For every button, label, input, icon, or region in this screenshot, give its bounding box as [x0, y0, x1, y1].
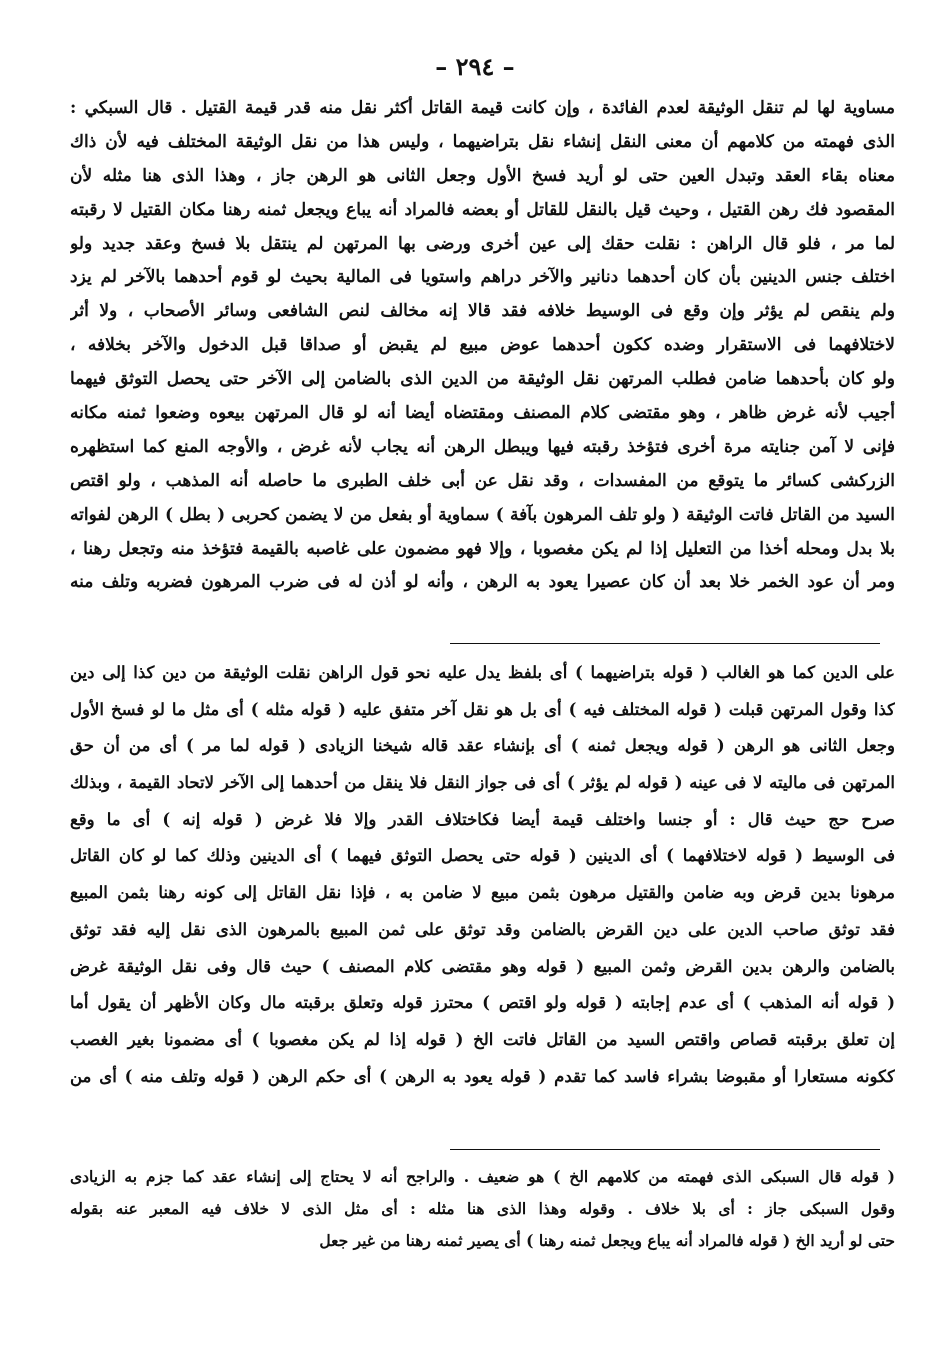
commentary-line: بالضامن والرهن بدين القرض وثمن المبيع ( قوله وهو مقتضى كلام المصنف ) حيث قال وفى نقل الوثيقة غرض	[70, 956, 895, 976]
main-text-line: بلا بدل ومحله أخذا من التعليل إذا لم يكن مغصوبا ، وإلا فهو مضمون على غاصبه بالقيمة فتؤخذ منه وتجعل رهنا ،	[70, 538, 895, 559]
main-text-line: لما مر ، فلو قال الراهن : نقلت حقك إلى عين أخرى ورضى بها المرتهن لم ينتقل بلا فسخ وعقد جديد ولو	[70, 233, 895, 254]
commentary-line: وجعل الثانى هو الرهن ( قوله ويجعل ثمنه ) أى بإنشاء عقد قاله شيخنا الزيادى ( قوله لما مر ) أى من أن حق	[70, 736, 895, 756]
main-text-line: ولو كان بأحدهما ضامن فطلب المرتهن نقل الوثيقة من الدين الذى بالضامن إلى الآخر حتى يحصل التوثق فيهما	[70, 369, 895, 390]
main-text-line: السيد من القاتل فاتت الوثيقة ( ولو تلف المرهون بآفة ) سماوية أو بفعل من لا يضمن كحربى ( بطل ) الرهن لفواته	[70, 504, 895, 525]
main-text-line: مساوية لها لم تنقل الوثيقة لعدم الفائدة ، وإن كانت قيمة القاتل أكثر نقل منه قدر قيمة القتيل . قال السبكي :	[70, 98, 895, 118]
commentary-line: مرهونا بدين قرض وبه ضامن والقتيل مرهون بثمن مبيع لا ضامن به ، فإذا نقل القاتل إلى كونه رهنا بثمن المبيع	[70, 883, 895, 903]
footnote-text	[70, 1161, 895, 1257]
commentary-line: ( قوله أنه المذهب ) أى عدم إجابته ( قوله ولو اقتص ) محترز قوله وتعلق برقبته مال وكان الأظهر أن يقول أما	[70, 993, 895, 1013]
commentary-line: كذا وقول المرتهن قبلت ( قوله المختلف فيه ) أى بل هو نقل آخر متفق عليه ( قوله مثله ) أى مثل ما لو فسخ الأول	[70, 699, 895, 719]
commentary-line: فقد توثق صاحب الدين على دين القرض بالضامن وقد توثق على ثمن المبيع بالمرهون الذى نقل إليه فقد توثق	[70, 919, 895, 939]
page-number: – ٢٩٤ –	[435, 52, 515, 81]
footnote-line: وقول السبكى جاز : أى بلا خلاف . وقوله وهذا الذى هنا مثله : أى مثل الذى لا خلاف فيه المعبر عنه بقوله	[70, 1199, 895, 1218]
footnote-line: ( قوله قال السبكى الذى فهمته من كلامهم الخ ) هو ضعيف . والراجح أنه لا يحتاج إلى إنشاء عقد كما جزم به الزيادى	[70, 1167, 895, 1186]
commentary-line: إن تعلق برقبته قصاص واقتص السيد من القاتل فاتت الخ ( قوله إذا لم يكن مغصوبا ) أى مضمونا بغير الغصب	[70, 1029, 895, 1049]
commentary-line: فى الوسيط ( قوله لاختلافهما ) أى الدينين ( قوله حتى يحصل التوثق فيهما ) أى الدينين وذلك كما لو كان القاتل	[70, 846, 895, 866]
section-divider	[450, 643, 880, 644]
main-text-line: الذى فهمته من كلامهم أن معنى النقل إنشاء نقل بتراضيهما ، وليس هذا من نقل الوثيقة المختلف فيه لأن ذاك	[70, 131, 895, 152]
commentary-text	[70, 655, 895, 1095]
main-text-line: المقصود فك رهن القتيل ، وحيث قيل بالنقل للقاتل أو بعضه فالمراد أنه يباع ويجعل ثمنه رهنا مكان القتيل لا رقبته	[70, 199, 895, 220]
footnote-divider	[450, 1149, 880, 1150]
footnote-line: حتى لو أريد الخ ( قوله فالمراد أنه يباع ويجعل ثمنه رهنا ) أى يصير ثمنه رهنا من غير جعل	[319, 1231, 895, 1250]
commentary-line: ككونه مستعارا أو مقبوضا بشراء فاسد كما تقدم ( قوله يعود به الرهن ) أى حكم الرهن ( قوله وتلف منه ) أى من	[70, 1066, 895, 1086]
main-text-line: لاختلافهما فى الاستقرار وضده ككون أحدهما عوض مبيع لم يقبض أو صداقا قبل الدخول والآخر بخلافه ،	[70, 335, 895, 356]
commentary-line: على الدين كما هو الغالب ( قوله بتراضيهما ) أى بلفظ يدل عليه نحو قول الراهن نقلت الوثيقة من دين كذا إلى دين	[70, 663, 895, 682]
main-text-line: ولم ينقص لم يؤثر وإن وقع فى الوسيط خلافه فقد قالا إنه مخالف لنص الشافعى وسائر الأصحاب ، ولا أثر	[70, 301, 895, 322]
main-text-line: الزركشى كسائر ما يتوقع من المفسدات ، وقد نقل عن أبى خلف الطبرى ما حاصله أنه المذهب ، ولو اقتص	[70, 470, 895, 491]
main-text-line: معناه بقاء العقد وتبدل العين حتى لو أريد فسخ الأول وجعل الثانى هو الرهن جاز ، وهذا الذى هنا مثله لأن	[70, 165, 895, 186]
commentary-line: صرح حج حيث قال : أو جنسا واختلف قيمة أيضا فكاختلاف القدر وإلا فلا غرض ( قوله إنه ) أى ما وقع	[70, 809, 895, 829]
commentary-line: المرتهن فى ماليته لا فى عينه ( قوله لم يؤثر ) أى فى جواز النقل فلا ينقل من أحدهما إلى الآخر لاتحاد القيمة ، وبذلك	[70, 773, 895, 793]
main-text-line: أجيب لأنه غرض ظاهر ، وهو مقتضى كلام المصنف ومقتضاه أيضا أنه لو قال المرتهن بيعوه وضعوا ثمنه مكانه	[70, 403, 895, 424]
main-text-line: اختلف جنس الدينين بأن كان أحدهما دنانير والآخر دراهم واستويا فى المالية بحيث لو قوم أحدهما بالآخر لم يزد	[70, 267, 895, 288]
main-text-line: فإنى لا آمن جنايته مرة أخرى فتؤخذ رقبته فيها ويبطل الرهن أنه يجاب لأنه غرض ، والأوجه المنع كما استظهره	[70, 436, 895, 457]
main-text-line: ومر أن عود الخمر خلا بعد أن كان عصيرا يعود به الرهن ، وأنه لو أذن له فى ضرب المرهون فضربه وتلف منه	[70, 572, 895, 593]
main-text	[70, 92, 895, 600]
